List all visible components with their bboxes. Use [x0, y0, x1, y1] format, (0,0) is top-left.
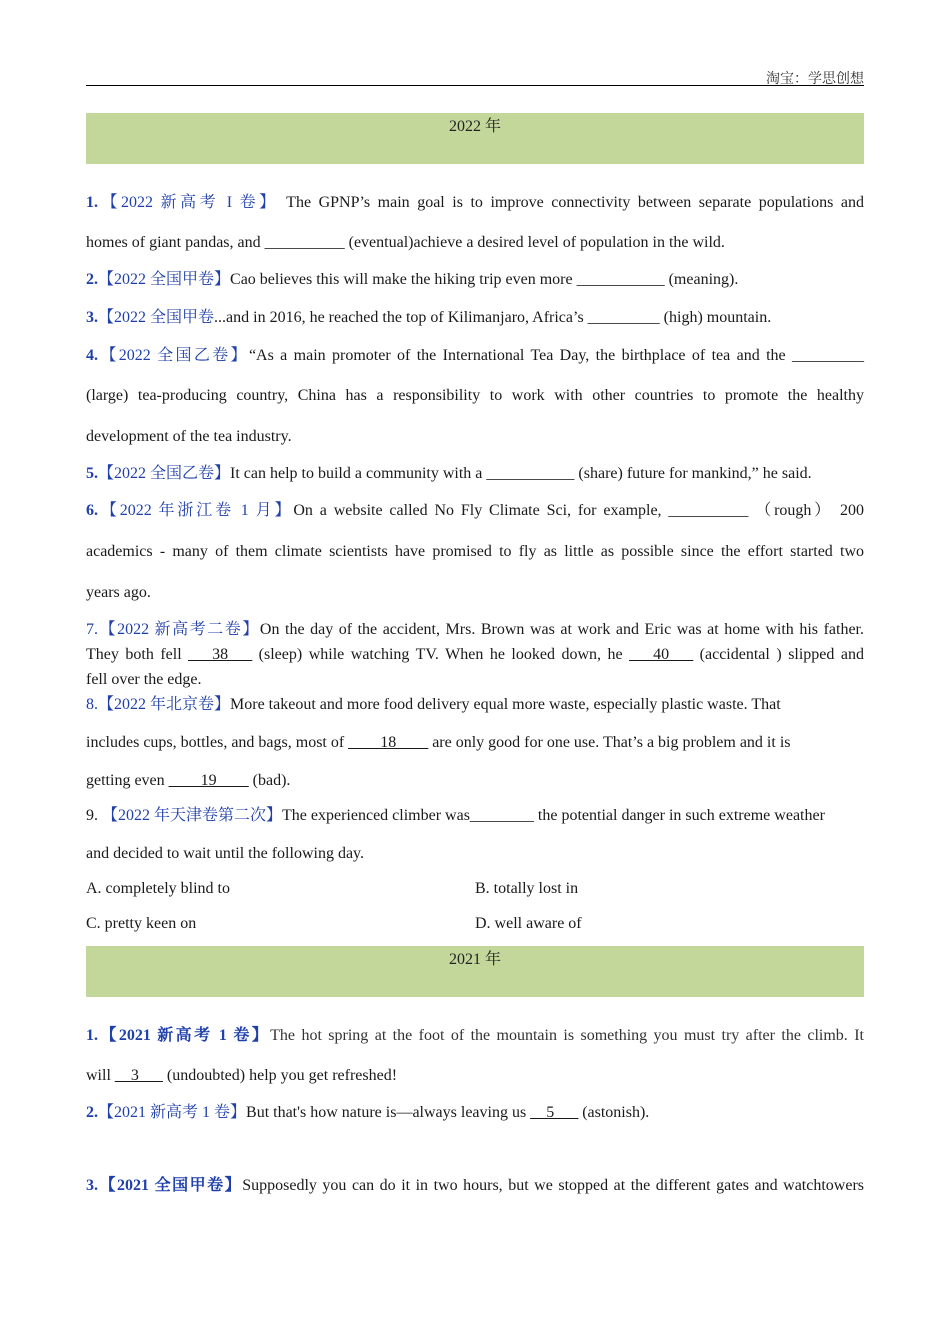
question-text: (bad). — [248, 772, 291, 789]
question-text: On the day of the accident, Mrs. Brown was at work and Eric was at home with his father. — [259, 621, 864, 638]
question-text: ...and in 2016, he reached the top of Kilimanjaro, Africa’s _________ (high) mountain. — [214, 309, 772, 326]
question-text: The hot spring at the foot of the mountain is something you must try after the climb. It — [270, 1027, 864, 1044]
question-text: They both fell — [86, 646, 189, 663]
question-text: (astonish). — [578, 1104, 650, 1121]
source-tag: 【2021 新高考 1 卷】 — [98, 1104, 247, 1121]
question-text: and decided to wait until the following day. — [86, 845, 365, 862]
question-number: 3. — [86, 1177, 98, 1194]
question-line — [86, 1066, 864, 1086]
option-c: C. pretty keen on — [86, 915, 197, 932]
question-number: 1. — [86, 194, 98, 211]
source-tag: 【2022 年浙江卷 1 月】 — [98, 502, 294, 519]
question-text: years ago. — [86, 584, 151, 601]
question-number: 2. — [86, 271, 98, 288]
source-tag: 【2021 新高考 1 卷】 — [98, 1027, 271, 1044]
question-line — [86, 308, 864, 328]
question-line — [86, 806, 864, 826]
source-tag: 【2022 年北京卷】 — [98, 696, 231, 713]
question-text: includes cups, bottles, and bags, most of — [86, 734, 349, 751]
question-line — [86, 1176, 864, 1196]
question-text: Supposedly you can do it in two hours, but we stopped at the different gates and watchtowers — [242, 1177, 864, 1194]
answer-blank: ____19____ — [168, 772, 249, 789]
answer-blank: ___40___ — [629, 646, 694, 663]
question-number: 8. — [86, 696, 98, 713]
option-b: B. totally lost in — [475, 880, 579, 897]
question-number: 1. — [86, 1027, 98, 1044]
source-tag: 【2022 新高考 I 卷】 — [98, 194, 279, 211]
question-number: 2. — [86, 1104, 98, 1121]
question-text: More takeout and more food delivery equal more waste, especially plastic waste. That — [230, 696, 781, 713]
source-tag: 【2021 全国甲卷】 — [98, 1177, 243, 1194]
answer-blank: ____18____ — [348, 734, 429, 751]
question-text: will — [86, 1067, 115, 1084]
question-text: (sleep) while watching TV. When he looked down, he — [252, 646, 630, 663]
question-line — [86, 620, 864, 640]
question-line — [86, 270, 864, 290]
answer-blank: __3___ — [114, 1067, 163, 1084]
question-line — [86, 733, 864, 753]
section-band-2021: 2021 年 — [86, 946, 864, 997]
question-text: development of the tea industry. — [86, 428, 292, 445]
question-text: (accidental ) slipped and — [693, 646, 865, 663]
section-band-2022: 2022 年 — [86, 113, 864, 164]
question-number: 6. — [86, 502, 98, 519]
question-line — [86, 645, 864, 665]
question-text: But that's how nature is—always leaving us — [246, 1104, 531, 1121]
source-tag: 【2022 新高考二卷】 — [98, 621, 260, 638]
question-text: The experienced climber was________ the potential danger in such extreme weather — [282, 807, 825, 824]
question-line — [86, 464, 864, 484]
question-text: getting even — [86, 772, 169, 789]
question-line — [86, 1103, 864, 1123]
question-text: It can help to build a community with a ___________ (share) future for mankind,” he said. — [230, 465, 812, 482]
question-line — [86, 501, 864, 521]
question-text: On a website called No Fly Climate Sci, for example, __________ （rough） 200 — [293, 502, 864, 519]
source-tag: 【2022 全国乙卷】 — [98, 347, 249, 364]
question-text: academics - many of them climate scientists have promised to fly as little as possible since the effort started two — [86, 543, 864, 560]
source-tag: 【2022 全国乙卷】 — [98, 465, 231, 482]
question-number: 3. — [86, 309, 98, 326]
header-rule — [86, 85, 864, 86]
question-line — [86, 695, 864, 715]
question-number: 7. — [86, 621, 98, 638]
question-line — [86, 771, 864, 791]
question-number: 9. — [86, 807, 102, 824]
source-tag: 【2022 年天津卷第二次】 — [102, 807, 283, 824]
question-line — [86, 346, 864, 366]
question-text: fell over the edge. — [86, 671, 202, 688]
question-text: Cao believes this will make the hiking trip even more ___________ (meaning). — [230, 271, 739, 288]
question-number: 4. — [86, 347, 98, 364]
question-line — [86, 1026, 864, 1046]
option-a: A. completely blind to — [86, 880, 230, 897]
question-text: (large) tea-producing country, China has a responsibility to work with other countries to promote the healthy — [86, 387, 864, 404]
header-text: 淘宝：学思创想 — [766, 72, 864, 87]
source-tag: 【2022 全国甲卷 — [98, 309, 215, 326]
source-tag: 【2022 全国甲卷】 — [98, 271, 231, 288]
question-text: “As a main promoter of the International Tea Day, the birthplace of tea and the _________ — [248, 347, 864, 364]
answer-blank: __5___ — [530, 1104, 579, 1121]
question-line — [86, 193, 864, 213]
question-text: The GPNP’s main goal is to improve connectivity between separate populations and — [278, 194, 864, 211]
option-d: D. well aware of — [475, 915, 582, 932]
question-number: 5. — [86, 465, 98, 482]
question-text: are only good for one use. That’s a big problem and it is — [428, 734, 791, 751]
answer-blank: ___38___ — [188, 646, 253, 663]
question-text: (undoubted) help you get refreshed! — [162, 1067, 398, 1084]
question-text: homes of giant pandas, and __________ (eventual)achieve a desired level of population in the wild. — [86, 234, 725, 251]
